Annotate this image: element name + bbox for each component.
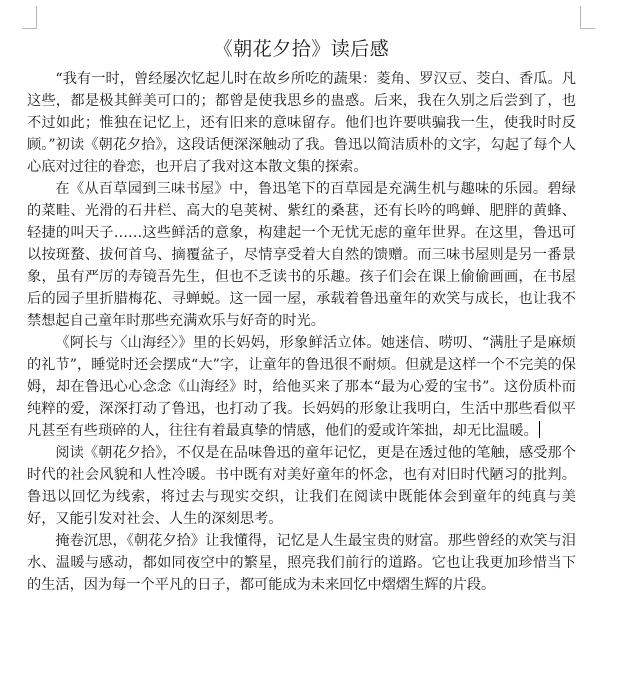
text-cursor [539,421,540,438]
page-margin-marker-top-left [22,6,37,29]
paragraph-3 [27,332,576,442]
paragraph-5: 掩卷沉思，《朝花夕拾》让我懂得，记忆是人生最宝贵的财富。那些曾经的欢笑与泪水、温暖与感动，都如同夜空中的繁星，照亮我们前行的道路。它也让我更加珍惜当下的生活，因为每一个平凡的日子，都可能成为未来回忆中熠熠生辉的片段。 [27,533,576,593]
paragraph-3-text: 《阿长与〈山海经〉》里的长妈妈，形象鲜活立体。她迷信、唠叨、“满肚子是麻烦的礼节”，睡觉时还会摆成“大”字，让童年的鲁迅很不耐烦。但就是这样一个不完美的保姆，却在鲁迅心心念念《山海经》时，给他买来了那本“最为心爱的宝书”。这份质朴而纯粹的爱，深深打动了鲁迅，也打动了我。长妈妈的形象让我明白，生活中那些看似平凡甚至有些琐碎的人，往往有着最真挚的情感，他们的爱或许笨拙，却无比温暖。 [27,335,576,439]
paragraph-4: 阅读《朝花夕拾》，不仅是在品味鲁迅的童年记忆，更是在透过他的笔触，感受那个时代的社会风貌和人性冷暖。书中既有对美好童年的怀念，也有对旧时代陋习的批判。鲁迅以回忆为线索，将过去与现实交织，让我们在阅读中既能体会到童年的纯真与美好，又能引发对社会、人生的深刻思考。 [27,445,576,527]
document-title: 《朝花夕拾》读后感 [213,38,390,60]
document-body[interactable] [27,36,576,596]
paragraph-1: “我有一时，曾经屡次忆起儿时在故乡所吃的蔬果：菱角、罗汉豆、茭白、香瓜。凡这些，都是极其鲜美可口的；都曾是使我思乡的蛊惑。后来，我在久别之后尝到了，也不过如此；惟独在记忆上，还有旧来的意味留存。他们也许要哄骗我一生，使我时时反顾。”初读《朝花夕拾》，这段话便深深触动了我。鲁迅以简洁质朴的文字，勾起了每个人心底对过往的眷恋，也开启了我对这本散文集的探索。 [27,71,576,175]
paragraph-2: 在《从百草园到三味书屋》中，鲁迅笔下的百草园是充满生机与趣味的乐园。碧绿的菜畦、光滑的石井栏、高大的皂荚树、紫红的桑葚，还有长吟的鸣蝉、肥胖的黄蜂、轻捷的叫天子……这些鲜活的意象，构建起一个无忧无虑的童年世界。在这里，鲁迅可以按斑蝥、拔何首乌、摘覆盆子，尽情享受着大自然的馈赠。而三味书屋则是另一番景象，虽有严厉的寿镜吾先生，但也不乏读书的乐趣。孩子们会在课上偷偷画画，在书屋后的园子里折腊梅花、寻蝉蜕。这一园一屋，承载着鲁迅童年的欢笑与成长，也让我不禁想起自己童年时那些充满欢乐与好奇的时光。 [27,181,576,329]
page-margin-marker-top-right [580,6,595,29]
